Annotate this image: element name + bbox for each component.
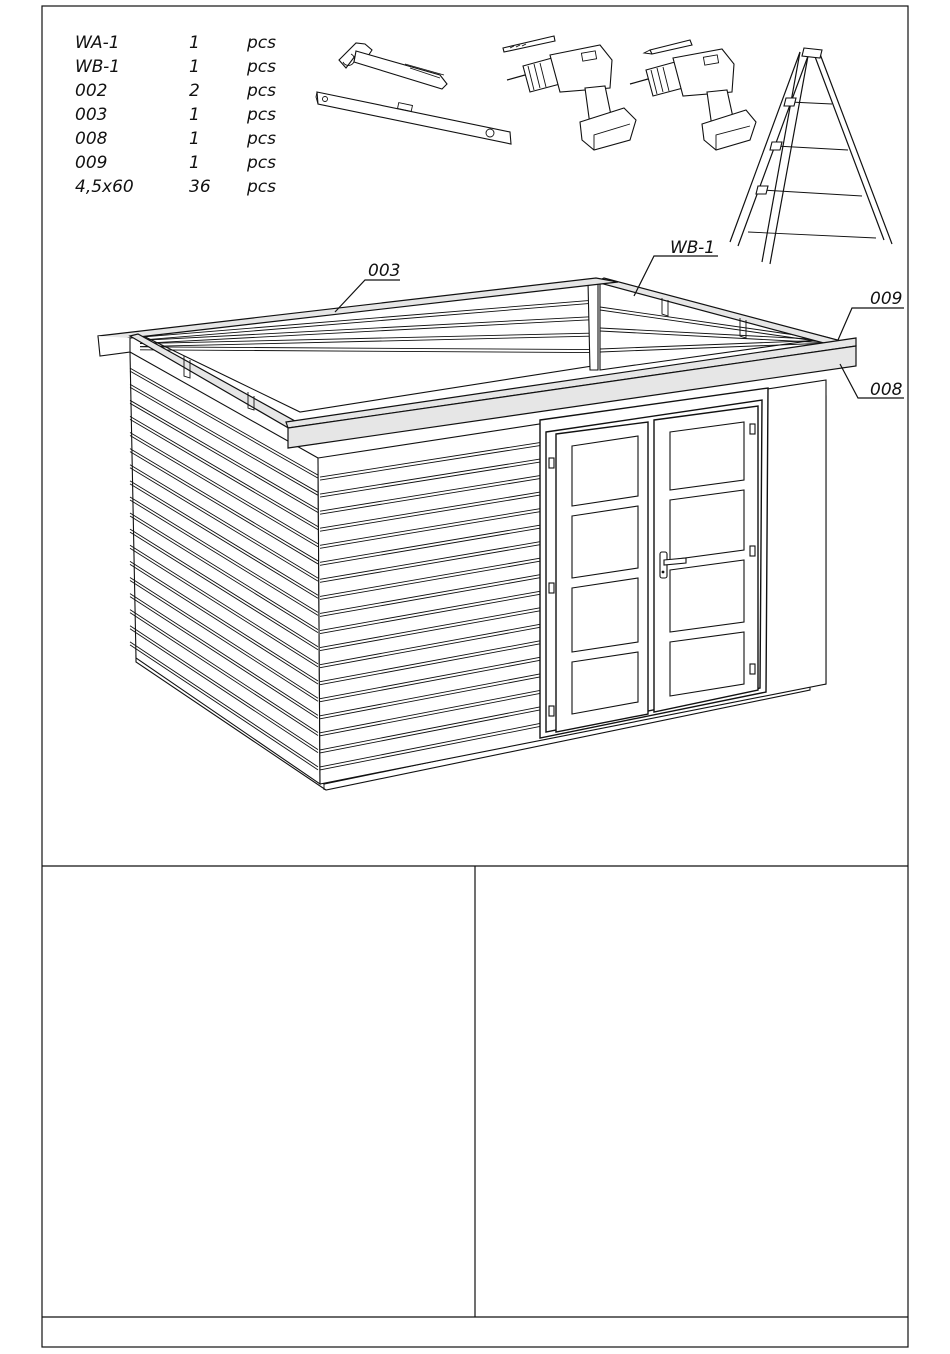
parts-list-code: 002 (75, 81, 108, 101)
parts-list-code: 003 (75, 105, 108, 125)
cordless-drill-icon (507, 45, 636, 150)
parts-list-code: 008 (75, 129, 108, 149)
callout-wb-1-label: WB-1 (670, 238, 716, 258)
parts-list-qty: 1 (189, 105, 200, 125)
callout-009 (838, 289, 904, 340)
callout-008-label: 008 (870, 380, 903, 400)
parts-list-unit: pcs (247, 33, 276, 53)
parts-list-unit: pcs (247, 177, 276, 197)
parts-list-code: WA-1 (75, 33, 120, 53)
screwdriver-bit-icon (644, 40, 692, 54)
cordless-screwdriver-icon (630, 49, 756, 150)
spirit-level-icon (316, 92, 511, 144)
parts-list-unit: pcs (247, 81, 276, 101)
parts-list-code: 009 (75, 153, 108, 173)
callout-009-label: 009 (870, 289, 903, 309)
footer-strip (44, 1319, 906, 1345)
parts-list-unit: pcs (247, 129, 276, 149)
parts-list-unit: pcs (247, 105, 276, 125)
hammer-icon (339, 43, 447, 89)
callout-008 (840, 364, 904, 400)
parts-list-qty: 1 (189, 57, 200, 77)
parts-list-qty: 1 (189, 33, 200, 53)
parts-list-unit: pcs (247, 153, 276, 173)
parts-list-qty: 2 (189, 81, 200, 101)
parts-list-unit: pcs (247, 57, 276, 77)
parts-list (75, 33, 276, 197)
empty-panel-left (44, 868, 473, 1315)
parts-list-code: 4,5x60 (75, 177, 134, 197)
shed-drawing (98, 278, 856, 790)
step-ladder-icon (730, 48, 892, 264)
callout-wb-1 (634, 238, 718, 296)
parts-list-qty: 1 (189, 153, 200, 173)
empty-panel-right (477, 868, 906, 1315)
drill-bit-icon (503, 36, 555, 52)
callout-003-label: 003 (368, 261, 401, 281)
parts-list-code: WB-1 (75, 57, 121, 77)
parts-list-qty: 1 (189, 129, 200, 149)
parts-list-qty: 36 (189, 177, 211, 197)
left-door-leaf (549, 422, 648, 732)
